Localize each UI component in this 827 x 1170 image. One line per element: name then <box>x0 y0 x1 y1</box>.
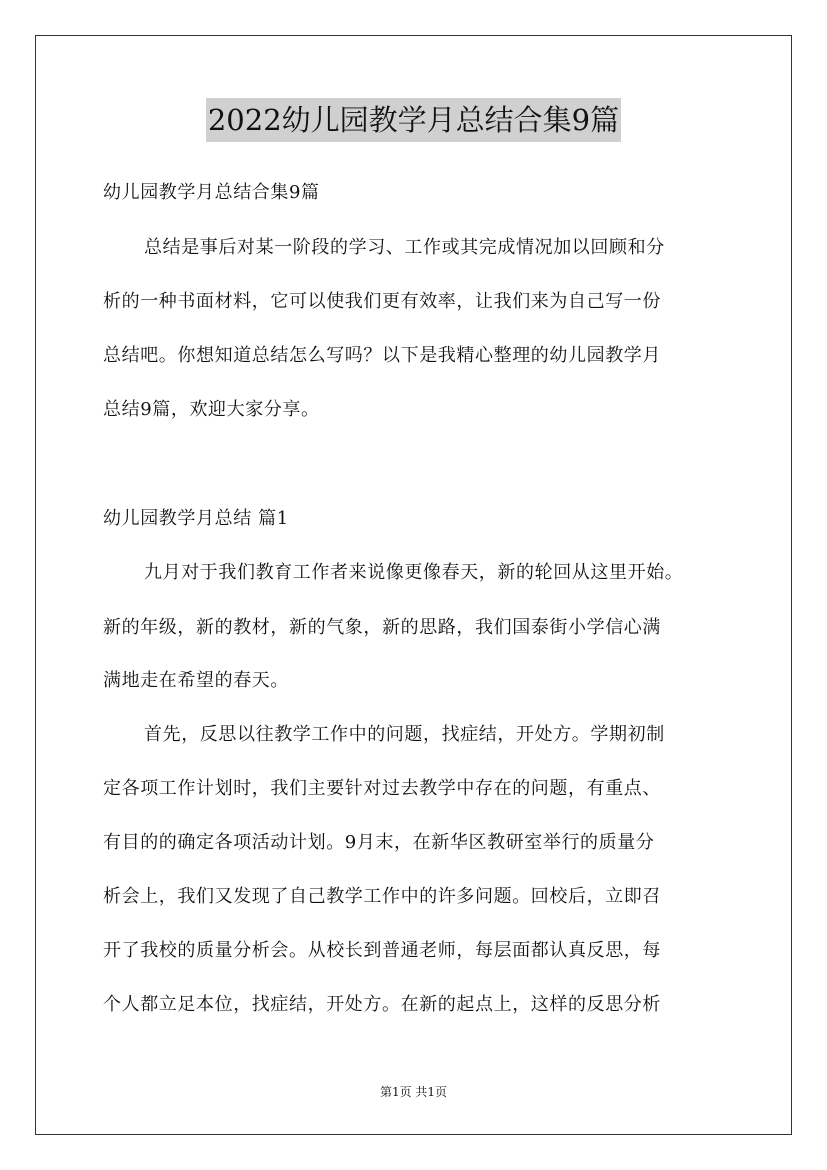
paragraph-line: 析会上，我们又发现了自己教学工作中的许多问题。回校后，立即召 <box>103 886 661 907</box>
page-footer: 第1页 共1页 <box>379 1085 448 1099</box>
paragraph-line: 首先，反思以往教学工作中的问题，找症结，开处方。学期初制 <box>144 724 665 745</box>
paragraph-line: 定各项工作计划时，我们主要针对过去教学中存在的问题，有重点、 <box>103 778 661 799</box>
intro-line: 总结吧。你想知道总结怎么写吗？以下是我精心整理的幼儿园教学月 <box>103 345 661 366</box>
paragraph-line: 九月对于我们教育工作者来说像更像春天，新的轮回从这里开始。 <box>144 562 684 583</box>
title-container <box>0 98 827 142</box>
intro-line: 析的一种书面材料，它可以使我们更有效率，让我们来为自己写一份 <box>103 291 661 312</box>
paragraph-line: 新的年级，新的教材，新的气象，新的思路，我们国泰街小学信心满 <box>103 617 661 638</box>
document-title: 2022幼儿园教学月总结合集9篇 <box>206 98 621 142</box>
paragraph-line: 满地走在希望的春天。 <box>103 670 289 691</box>
section-heading: 幼儿园教学月总结 篇1 <box>103 508 289 529</box>
intro-line: 总结9篇，欢迎大家分享。 <box>103 399 320 420</box>
paragraph-line: 开了我校的质量分析会。从校长到普通老师，每层面都认真反思，每 <box>103 940 661 961</box>
document-subtitle: 幼儿园教学月总结合集9篇 <box>103 182 320 203</box>
intro-line: 总结是事后对某一阶段的学习、工作或其完成情况加以回顾和分 <box>144 237 665 258</box>
paragraph-line: 个人都立足本位，找症结，开处方。在新的起点上，这样的反思分析 <box>103 994 661 1015</box>
paragraph-line: 有目的的确定各项活动计划。9月末，在新华区教研室举行的质量分 <box>103 832 655 853</box>
